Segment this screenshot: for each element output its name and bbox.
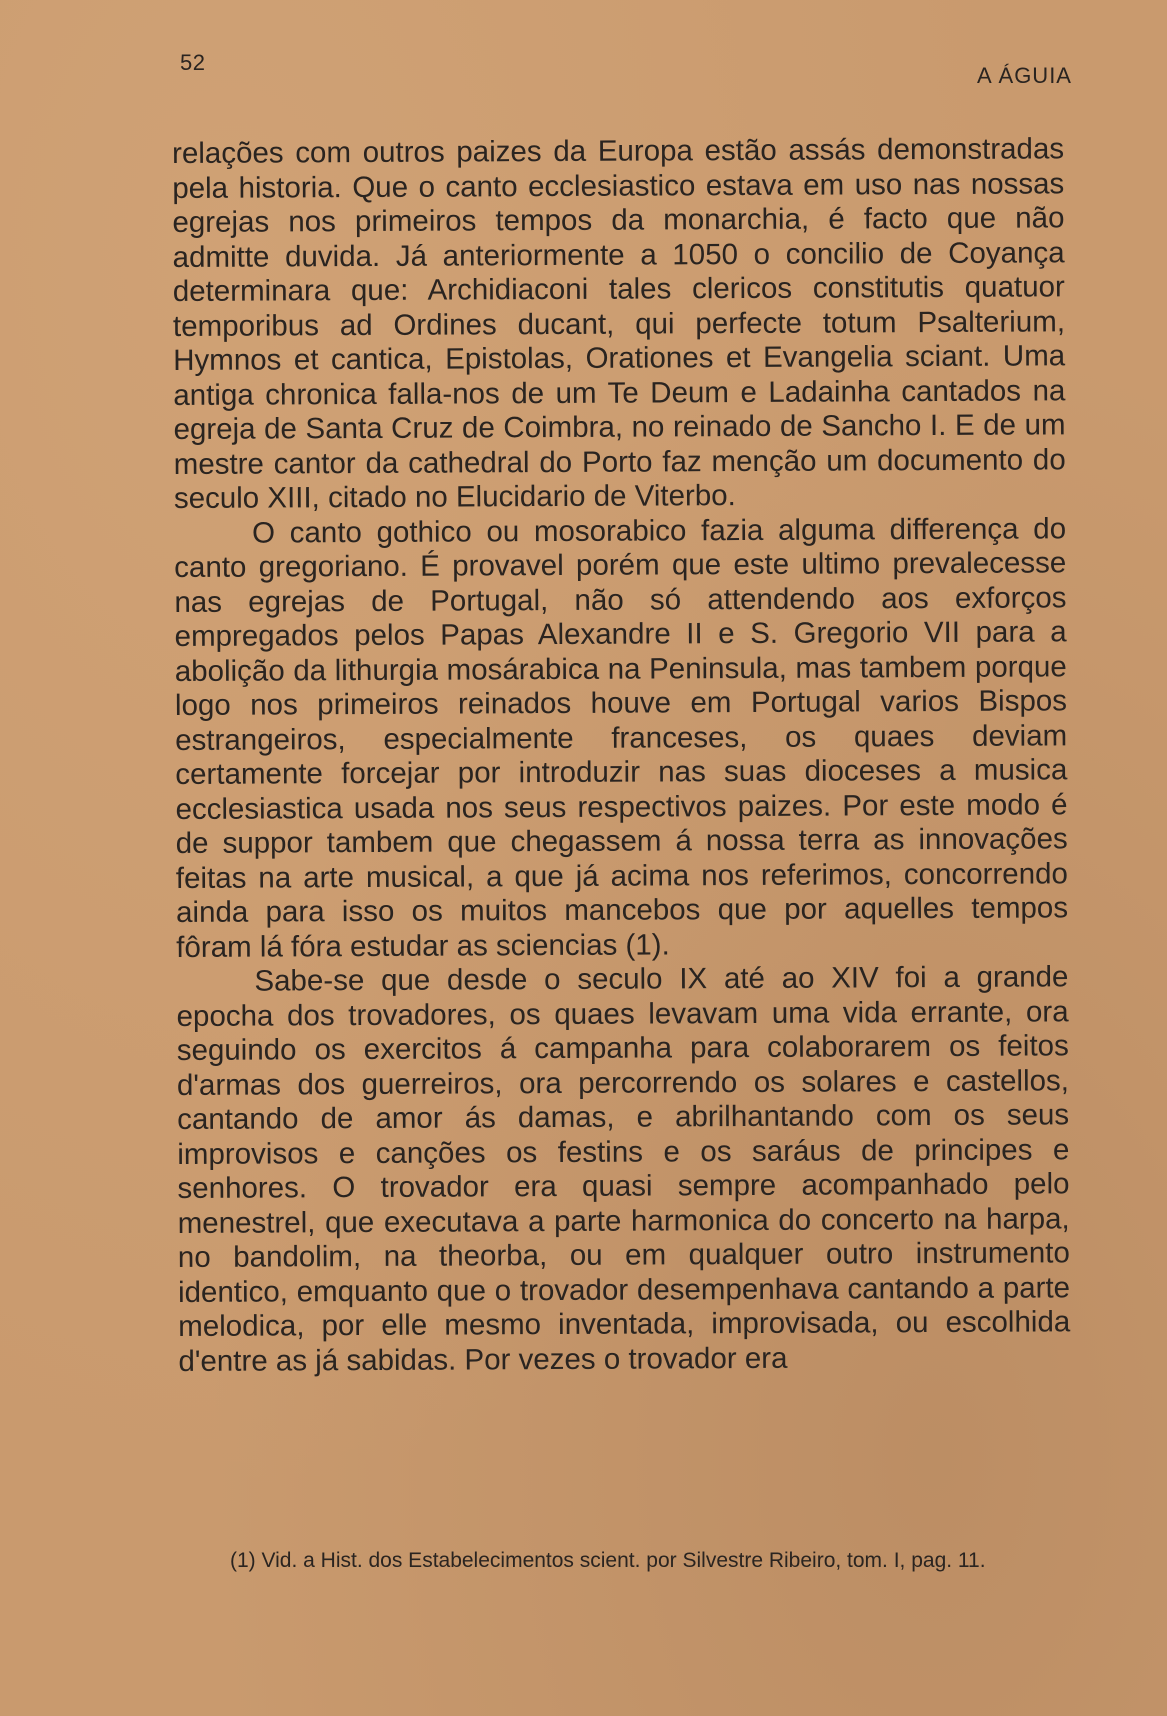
- body-text: [172, 132, 1070, 1379]
- paragraph-2: O canto gothico ou mosorabico fazia alguma differença do canto gregoriano. É provavel porém que este ultimo prevalecesse nas egrejas de Portugal, não só attendendo aos exforços empregados pelos Papas Alexandre II e S. Gregorio VII para a abolição da lithurgia mosárabica na Peninsula, mas tambem porque logo nos primeiros reinados houve em Portugal varios Bispos estrangeiros, especialmente franceses, os quaes deviam certamente forcejar por introduzir nas suas dioceses a musica ecclesiastica usada nos seus respectivos paizes. Por este modo é de suppor tambem que chegassem á nossa terra as innovações feitas na arte musical, a que já acima nos referimos, concorrendo ainda para isso os muitos mancebos que por aquelles tempos fôram lá fóra estudar as sciencias (1).: [174, 511, 1069, 964]
- footnote: (1) Vid. a Hist. dos Estabelecimentos scient. por Silvestre Ribeiro, tom. I, pag. 11.: [230, 1549, 986, 1572]
- page-number: 52: [180, 50, 206, 75]
- paragraph-3: Sabe-se que desde o seculo IX até ao XIV foi a grande epocha dos trovadores, os quaes levavam uma vida errante, ora seguindo os exercitos á campanha para colaborarem os feitos d'armas dos guerreiros, ora percorrendo os solares e castellos, cantando de amor ás damas, e abrilhantando com os seus improvisos e canções os festins e os saráus de principes e senhores. O trovador era quasi sempre acompanhado pelo menestrel, que executava a parte harmonica do concerto na harpa, no bandolim, na theorba, ou em qualquer outro instrumento identico, emquanto que o trovador desempenhava cantando a parte melodica, por elle mesmo inventada, improvisada, ou escolhida d'entre as já sabidas. Por vezes o trovador era: [176, 960, 1071, 1378]
- running-title: A ÁGUIA: [976, 63, 1072, 88]
- paragraph-1: relações com outros paizes da Europa estão assás demonstradas pela historia. Que o canto ecclesiastico estava em uso nas nossas egrejas nos primeiros tempos da monarchia, é facto que não admitte duvida. Já anteriormente a 1050 o concilio de Coyança determinara que: Archidiaconi tales clericos constitutis quatuor temporibus ad Ordines ducant, qui perfecte totum Psalterium, Hymnos et cantica, Epistolas, Orationes et Evangelia sciant. Uma antiga chronica falla-nos de um Te Deum e Ladainha cantados na egreja de Santa Cruz de Coimbra, no reinado de Sancho I. E de um mestre cantor da cathedral do Porto faz menção um documento do seculo XIII, citado no Elucidario de Viterbo.: [172, 132, 1066, 515]
